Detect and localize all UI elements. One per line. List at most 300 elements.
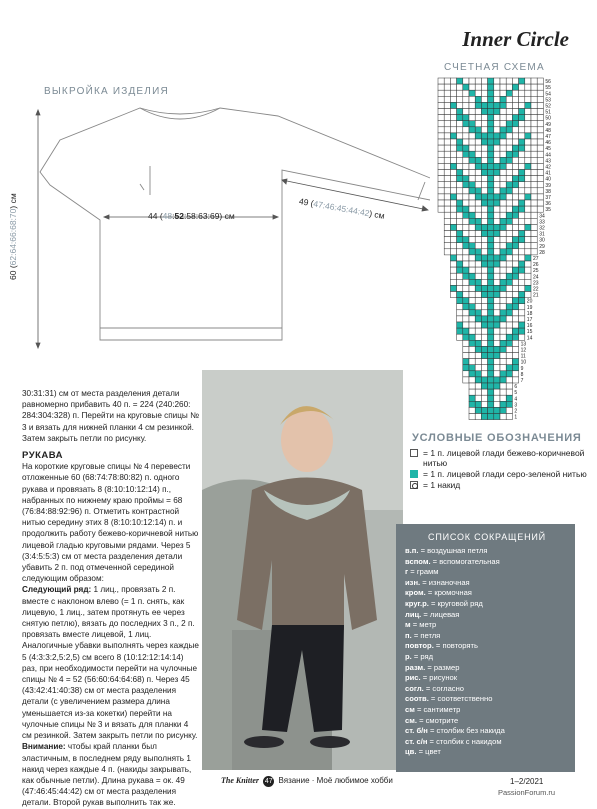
chart-cell <box>506 145 512 151</box>
chart-cell <box>506 249 512 255</box>
chart-cell <box>488 200 494 206</box>
chart-cell <box>463 163 469 169</box>
chart-cell <box>537 96 543 102</box>
chart-cell <box>500 145 506 151</box>
abbreviation-row <box>405 546 569 557</box>
chart-cell <box>512 182 518 188</box>
chart-cell <box>463 157 469 163</box>
chart-cell <box>494 298 500 304</box>
chart-cell <box>506 395 512 401</box>
chart-cell <box>494 188 500 194</box>
chart-cell <box>494 346 500 352</box>
chart-cell <box>512 170 518 176</box>
chart-cell <box>519 194 525 200</box>
chart-cell <box>488 371 494 377</box>
chart-cell <box>475 377 481 383</box>
row-number-label: 37 <box>545 195 551 201</box>
chart-cell <box>469 170 475 176</box>
chart-cell <box>512 322 518 328</box>
chart-cell <box>525 243 531 249</box>
chart-cell <box>450 231 456 237</box>
chart-cell <box>506 194 512 200</box>
abbreviation-key: р. <box>405 651 412 661</box>
chart-cell <box>506 151 512 157</box>
chart-cell <box>494 389 500 395</box>
chart-cell <box>506 243 512 249</box>
chart-cell <box>450 96 456 102</box>
chart-cell <box>537 109 543 115</box>
chart-cell <box>519 316 525 322</box>
chart-cell <box>488 389 494 395</box>
chart-cell <box>506 200 512 206</box>
chart-cell <box>500 340 506 346</box>
chart-cell <box>531 243 537 249</box>
chart-cell <box>457 212 463 218</box>
chart-cell <box>512 249 518 255</box>
chart-cell <box>475 139 481 145</box>
row-number-label: 39 <box>545 182 551 189</box>
chart-cell <box>444 163 450 169</box>
row-number-label: 55 <box>545 85 551 92</box>
chart-cell <box>450 163 456 169</box>
abbreviation-key: круг.р. <box>405 598 429 608</box>
chart-cell <box>463 249 469 255</box>
abbreviation-value: = ряд <box>411 651 434 661</box>
chart-cell <box>537 176 543 182</box>
chart-cell <box>506 237 512 243</box>
chart-cell <box>457 115 463 121</box>
chart-cell <box>463 84 469 90</box>
chart-cell <box>494 182 500 188</box>
chart-cell <box>481 322 487 328</box>
chart-cell <box>500 157 506 163</box>
chart-cell <box>457 109 463 115</box>
chart-cell <box>525 188 531 194</box>
chart-cell <box>463 328 469 334</box>
row-number-label: 50 <box>545 115 551 122</box>
chart-cell <box>475 353 481 359</box>
abbreviation-key: цв. <box>405 747 417 757</box>
chart-cell <box>506 109 512 115</box>
chart-cell <box>444 224 450 230</box>
chart-cell <box>506 279 512 285</box>
chart-cell <box>488 212 494 218</box>
chart-cell <box>500 298 506 304</box>
abbreviation-key: кром. <box>405 588 426 598</box>
chart-cell <box>512 127 518 133</box>
chart-cell <box>481 78 487 84</box>
chart-cell <box>481 231 487 237</box>
chart-cell <box>494 84 500 90</box>
chart-cell <box>463 310 469 316</box>
chart-cell <box>506 340 512 346</box>
chart-cell <box>457 170 463 176</box>
chart-cell <box>525 176 531 182</box>
chart-cell <box>537 200 543 206</box>
chart-cell <box>506 182 512 188</box>
abbreviation-row <box>405 726 569 737</box>
chart-cell <box>481 389 487 395</box>
chart-cell <box>488 353 494 359</box>
chart-cell <box>463 243 469 249</box>
abbreviation-row <box>405 663 569 674</box>
chart-cell <box>512 115 518 121</box>
row-number-label: 35 <box>545 207 551 214</box>
abbreviation-row <box>405 610 569 621</box>
abbreviation-row <box>405 673 569 684</box>
chart-cell <box>500 90 506 96</box>
chart-cell <box>444 206 450 212</box>
chart-cell <box>469 285 475 291</box>
chart-cell <box>494 200 500 206</box>
chart-cell <box>475 340 481 346</box>
chart-cell <box>481 194 487 200</box>
chart-cell <box>457 96 463 102</box>
row-number-label: 28 <box>539 249 545 256</box>
chart-cell <box>537 78 543 84</box>
chart-cell <box>488 182 494 188</box>
chart-cell <box>469 346 475 352</box>
chart-cell <box>475 206 481 212</box>
chart-cell <box>481 176 487 182</box>
chart-cell <box>463 151 469 157</box>
row-number-label: 49 <box>545 121 551 128</box>
chart-cell <box>525 78 531 84</box>
chart-cell <box>481 304 487 310</box>
chart-cell <box>506 133 512 139</box>
chart-cell <box>481 206 487 212</box>
chart-cell <box>450 212 456 218</box>
chart-cell <box>488 414 494 420</box>
chart-cell <box>500 371 506 377</box>
chart-cell <box>475 407 481 413</box>
chart-cell <box>512 121 518 127</box>
chart-cell <box>488 407 494 413</box>
chart-cell <box>500 84 506 90</box>
chart-cell <box>488 243 494 249</box>
chart-cell <box>469 310 475 316</box>
chart-cell <box>481 365 487 371</box>
chart-cell <box>506 188 512 194</box>
chart-cell <box>469 151 475 157</box>
chart-cell <box>500 377 506 383</box>
chart-cell <box>469 353 475 359</box>
chart-cell <box>500 212 506 218</box>
chart-cell <box>463 285 469 291</box>
chart-cell <box>469 145 475 151</box>
chart-cell <box>519 285 525 291</box>
chart-cell <box>494 279 500 285</box>
chart-cell <box>519 84 525 90</box>
chart-cell <box>500 182 506 188</box>
chart-cell <box>494 407 500 413</box>
chart-cell <box>481 243 487 249</box>
chart-cell <box>531 249 537 255</box>
chart-cell <box>438 163 444 169</box>
row-number-label: 22 <box>533 286 539 293</box>
abbreviation-row <box>405 705 569 716</box>
chart-cell <box>469 371 475 377</box>
attention-heading: Внимание: <box>22 742 66 752</box>
chart-cell <box>488 102 494 108</box>
chart-cell <box>512 346 518 352</box>
chart-cell <box>438 170 444 176</box>
chart-cell <box>463 371 469 377</box>
chart-cell <box>444 218 450 224</box>
chart-cell <box>444 127 450 133</box>
chart-cell <box>475 170 481 176</box>
abbreviation-row <box>405 737 569 748</box>
chart-cell <box>488 334 494 340</box>
chart-cell <box>506 157 512 163</box>
abbreviation-value: = круговой ряд <box>428 598 483 608</box>
chart-cell <box>512 109 518 115</box>
chart-cell <box>531 218 537 224</box>
chart-cell <box>444 90 450 96</box>
chart-cell <box>531 194 537 200</box>
chart-cell <box>475 334 481 340</box>
abbreviation-key: см <box>405 704 415 714</box>
chart-cell <box>506 127 512 133</box>
chart-cell <box>481 407 487 413</box>
chart-cell <box>512 298 518 304</box>
chart-cell <box>475 90 481 96</box>
chart-cell <box>457 334 463 340</box>
chart-cell <box>512 279 518 285</box>
chart-cell <box>525 90 531 96</box>
chart-cell <box>494 78 500 84</box>
chart-cell <box>469 322 475 328</box>
chart-cell <box>475 322 481 328</box>
chart-cell <box>469 249 475 255</box>
chart-cell <box>457 267 463 273</box>
chart-cell <box>444 176 450 182</box>
chart-cell <box>500 328 506 334</box>
row-number-label: 42 <box>545 164 551 171</box>
chart-cell <box>506 310 512 316</box>
chart-cell <box>469 383 475 389</box>
chart-cell <box>469 267 475 273</box>
chart-cell <box>525 273 531 279</box>
chart-cell <box>475 401 481 407</box>
chart-cell <box>469 273 475 279</box>
chart-cell <box>519 231 525 237</box>
row-number-label: 45 <box>545 146 551 153</box>
chart-cell <box>537 145 543 151</box>
chart-cell <box>469 292 475 298</box>
sweater-schematic <box>20 100 430 365</box>
chart-cell <box>519 310 525 316</box>
chart-cell <box>512 151 518 157</box>
chart-cell <box>475 121 481 127</box>
chart-cell <box>494 377 500 383</box>
chart-cell <box>469 127 475 133</box>
chart-cell <box>525 157 531 163</box>
row-number-label: 13 <box>520 341 527 348</box>
row-number-label: 44 <box>545 152 551 159</box>
chart-cell <box>444 170 450 176</box>
chart-cell <box>469 298 475 304</box>
chart-cell <box>488 133 494 139</box>
chart-cell <box>475 200 481 206</box>
chart-cell <box>450 285 456 291</box>
chart-cell <box>438 157 444 163</box>
chart-cell <box>481 212 487 218</box>
abbreviation-key: м <box>405 620 411 630</box>
chart-cell <box>512 340 518 346</box>
chart-cell <box>481 401 487 407</box>
chart-cell <box>475 383 481 389</box>
chart-cell <box>512 316 518 322</box>
chart-cell <box>488 273 494 279</box>
chart-cell <box>512 371 518 377</box>
chart-cell <box>519 328 525 334</box>
chart-cell <box>463 200 469 206</box>
chart-cell <box>537 163 543 169</box>
chart-cell <box>481 310 487 316</box>
chart-cell <box>481 316 487 322</box>
chart-cell <box>463 334 469 340</box>
chart-cell <box>500 237 506 243</box>
chart-cell <box>457 224 463 230</box>
chart-cell <box>494 316 500 322</box>
chart-cell <box>444 188 450 194</box>
row-number-label: 29 <box>539 243 545 250</box>
chart-cell <box>475 261 481 267</box>
chart-cell <box>475 249 481 255</box>
abbreviation-key: соотв. <box>405 694 429 704</box>
abbreviation-value: = сантиметр <box>414 704 461 714</box>
chart-cell <box>475 310 481 316</box>
chart-cell <box>469 231 475 237</box>
chart-cell <box>444 194 450 200</box>
chart-cell <box>488 109 494 115</box>
chart-cell <box>525 218 531 224</box>
chart-cell <box>531 78 537 84</box>
chart-cell <box>488 383 494 389</box>
issue-number: 1–2/2021 <box>510 777 544 786</box>
chart-cell <box>457 78 463 84</box>
chart-cell <box>488 188 494 194</box>
chart-cell <box>512 273 518 279</box>
chart-cell <box>457 84 463 90</box>
chart-cell <box>500 121 506 127</box>
chart-cell <box>438 182 444 188</box>
chart-cell <box>475 346 481 352</box>
chart-cell <box>481 133 487 139</box>
chart-cell <box>512 292 518 298</box>
chart-cell <box>481 139 487 145</box>
chart-cell <box>438 102 444 108</box>
chart-cell <box>494 383 500 389</box>
chart-cell <box>506 102 512 108</box>
chart-cell <box>475 218 481 224</box>
chart-cell <box>457 188 463 194</box>
chart-cell <box>500 407 506 413</box>
chart-cell <box>512 255 518 261</box>
chart-cell <box>481 145 487 151</box>
chart-cell <box>506 78 512 84</box>
chart-cell <box>469 359 475 365</box>
chart-cell <box>494 139 500 145</box>
chart-cell <box>481 163 487 169</box>
chart-cell <box>500 383 506 389</box>
chart-cell <box>488 322 494 328</box>
chart-cell <box>500 163 506 169</box>
row-number-label: 6 <box>514 384 518 391</box>
chart-cell <box>512 163 518 169</box>
chart-cell <box>500 401 506 407</box>
chart-cell <box>506 224 512 230</box>
chart-cell <box>494 90 500 96</box>
chart-cell <box>457 176 463 182</box>
chart-cell <box>506 383 512 389</box>
chart-cell <box>488 170 494 176</box>
chart-cell <box>488 96 494 102</box>
chart-cell <box>469 279 475 285</box>
abbreviation-key: рис. <box>405 673 421 683</box>
chart-cell <box>519 237 525 243</box>
chart-cell <box>525 292 531 298</box>
chart-cell <box>500 231 506 237</box>
chart-cell <box>481 84 487 90</box>
paragraph-1: 30:31:31) см от места разделения детали равномерно прибавить 40 п. = 224 (240:260: 284:304:328) п. Перейти на круговые спицы № 3 и вязать для нижней планки 4 см резинкой. Затем закрыть петли по рисунку. <box>22 389 199 443</box>
chart-cell <box>457 298 463 304</box>
chart-cell <box>481 200 487 206</box>
chart-cell <box>481 170 487 176</box>
chart-cell <box>512 243 518 249</box>
row-number-label: 34 <box>539 213 545 220</box>
chart-cell <box>438 115 444 121</box>
row-number-label: 15 <box>526 329 533 336</box>
chart-cell <box>531 133 537 139</box>
instructions-text <box>22 388 200 809</box>
chart-cell <box>475 316 481 322</box>
chart-cell <box>506 231 512 237</box>
chart-cell <box>475 255 481 261</box>
chart-cell <box>500 310 506 316</box>
chart-cell <box>500 395 506 401</box>
chart-cell <box>512 78 518 84</box>
chart-cell <box>525 182 531 188</box>
chart-cell <box>512 96 518 102</box>
chart-cell <box>469 389 475 395</box>
chart-cell <box>525 206 531 212</box>
chart-cell <box>519 292 525 298</box>
chart-cell <box>525 163 531 169</box>
abbreviation-value: = метр <box>410 620 437 630</box>
row-number-label: 19 <box>526 304 533 311</box>
chart-cell <box>494 115 500 121</box>
chart-cell <box>475 395 481 401</box>
chart-cell <box>463 170 469 176</box>
abbreviation-row <box>405 557 569 568</box>
chart-cell <box>481 249 487 255</box>
chart-cell <box>469 188 475 194</box>
chart-cell <box>488 340 494 346</box>
chart-cell <box>438 84 444 90</box>
chart-cell <box>494 157 500 163</box>
chart-cell <box>531 109 537 115</box>
chart-cell <box>537 139 543 145</box>
row-number-label: 32 <box>539 225 545 232</box>
abbreviation-row <box>405 567 569 578</box>
abbreviation-row <box>405 631 569 642</box>
chart-cell <box>463 279 469 285</box>
chart-cell <box>450 279 456 285</box>
chart-cell <box>537 194 543 200</box>
chart-cell <box>481 115 487 121</box>
